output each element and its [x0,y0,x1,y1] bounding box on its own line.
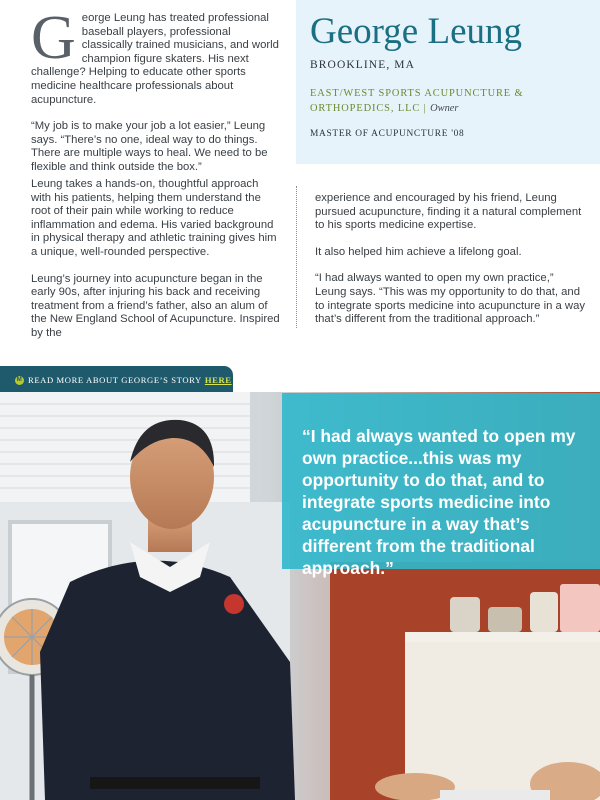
jar [450,597,480,632]
body-right-paragraph-2: It also helped him achieve a lifelong goal. [315,245,522,258]
profile-organization [310,86,600,116]
jar [530,592,558,632]
shirt-logo-icon [224,594,244,614]
pull-quote-box [282,393,600,578]
body-right-paragraph-3: “I had always wanted to open my own practice,” Leung says. “This was my opportunity to do that, and to integrate sports medicine into acupuncture in a way that’s different from the traditional approach.” [315,272,586,326]
intro-text [31,4,281,188]
organization-name: EAST/WEST SPORTS ACUPUNCTURE & ORTHOPEDICS, LLC [310,88,524,114]
body-column-left [31,178,281,354]
intro-paragraph-1 [31,4,281,107]
body-right-paragraph-1: experience and encouraged by his friend, Leung pursued acupuncture, finding it a natural complement to his sports medicine expertise. [315,192,582,232]
magazine-badge-icon: M [16,377,23,383]
intro-paragraph-1-text: eorge Leung has treated professional baseball players, professional classically trained musicians, and world champion figure skaters. His next challenge? Helping to educate other sports medicine healthcare professionals about acupuncture. [31,12,279,106]
body-left-paragraph-1: Leung takes a hands-on, thoughtful approach with his patients, helping them understand the root of their pain while working to reduce inflammation and edema. His varied background in physical therapy and athletic training gives him a unique, well-rounded perspective. [31,178,277,258]
organization-separator: | [420,103,431,114]
profile-role: Owner [430,103,459,114]
profile-box [296,0,600,164]
intro-paragraph-2: “My job is to make your job a lot easier,” Leung says. “There’s no one, ideal way to do things. There are multiple ways to heal. We need to be flexible and think outside the box.” [31,120,268,173]
pull-quote: “I had always wanted to open my own practice...this was my opportunity to do that, and to integrate sports medicine into acupuncture in a way that’s different from the traditional approach.” [302,426,576,578]
drop-cap: G [31,4,76,72]
read-more-link[interactable]: HERE [204,375,232,385]
profile-name: George Leung [310,11,522,52]
profile-degree: MASTER OF ACUPUNCTURE '08 [310,129,465,139]
body-column-right [315,192,587,340]
jar [488,607,522,632]
read-more-tab [0,366,233,394]
profile-location: BROOKLINE, MA [310,59,416,71]
shelf [405,632,600,642]
body-left-paragraph-2: Leung’s journey into acupuncture began in the early 90s, after injuring his back and receiving treatment from a friend’s father, also an alum of the New England School of Acupuncture. Inspired by the [31,272,280,339]
column-divider [296,186,297,328]
tissue-box [560,584,600,632]
read-more-text: READ MORE ABOUT GEORGE’S STORY [28,375,202,385]
